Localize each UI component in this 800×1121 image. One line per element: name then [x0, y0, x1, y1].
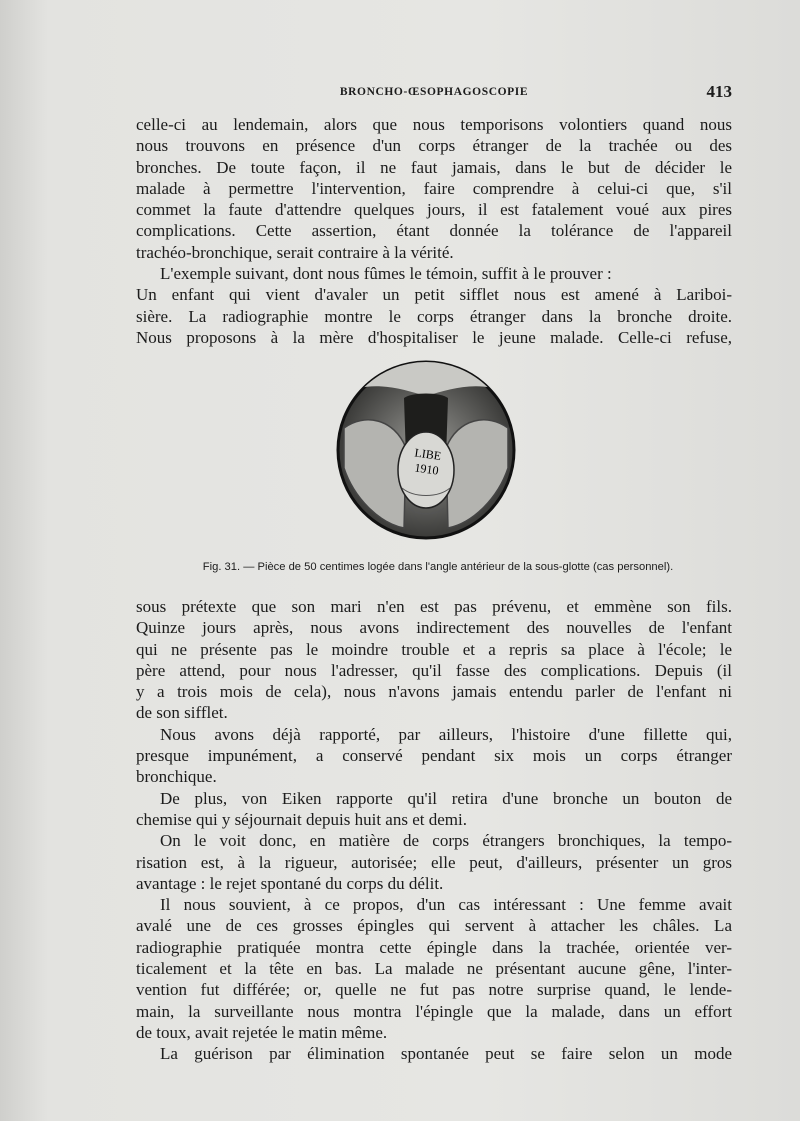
text-line: De plus, von Eiken rapporte qu'il retira d'une bronche un bouton de	[160, 788, 732, 808]
text-line: complications. Cette assertion, étant donnée la tolérance de l'appareil	[136, 221, 732, 241]
text-line: Quinze jours après, nous avons indirectement des nouvelles de l'enfant	[136, 618, 732, 638]
text-line: main, la surveillante nous montra l'épingle que la malade, dans un effort	[136, 1001, 732, 1021]
right-vocal-fold	[446, 420, 508, 528]
text-line: ticalement et la tête en bas. La malade ne présentant aucune gêne, l'inter-	[136, 959, 732, 979]
coin-inscription-2: 1910	[413, 460, 440, 478]
figure-31-illustration	[334, 358, 518, 542]
text-line: commet la faute d'attendre quelques jours, il est fatalement voué aux pires	[136, 200, 732, 220]
text-line: sous prétexte que son mari n'en est pas prévenu, et emmène son fils.	[136, 597, 732, 616]
running-title: BRONCHO-ŒSOPHAGOSCOPIE	[339, 86, 529, 98]
text-line: de son sifflet.	[136, 703, 228, 723]
text-line: y a trois mois de cela), nous n'avons jamais entendu parler de l'enfant ni	[136, 682, 732, 702]
text-line: sière. La radiographie montre le corps étranger dans la bronche droite.	[136, 306, 732, 326]
page-header	[136, 82, 732, 106]
text-line: Nous avons déjà rapporté, par ailleurs, l'histoire d'une fillette qui,	[160, 724, 732, 744]
text-line: La guérison par élimination spontanée peut se faire selon un mode	[160, 1044, 732, 1064]
text-line: trachéo-bronchique, serait contraire à la vérité.	[136, 242, 454, 262]
text-line: L'exemple suivant, dont nous fûmes le témoin, suffit à le prouver :	[160, 264, 612, 284]
text-line: avalé une de ces grosses épingles qui servent à attacher les châles. La	[136, 916, 732, 936]
page-number: 413	[706, 82, 732, 101]
text-line: risation est, à la rigueur, autorisée; elle peut, d'ailleurs, présenter un gros	[136, 852, 732, 872]
coin-inscription-1: LIBE	[413, 445, 443, 464]
text-line: avantage : le rejet spontané du corps du délit.	[136, 873, 444, 893]
text-line: bronchique.	[136, 767, 217, 787]
text-line: vention fut différée; or, quelle ne fut pas notre surprise quand, le lende-	[136, 980, 732, 1000]
text-line: malade à permettre l'intervention, faire comprendre à celui-ci que, s'il	[136, 178, 732, 198]
text-line: nous trouvons en présence d'un corps étranger de la trachée ou des	[136, 136, 732, 156]
text-line: Nous proposons à la mère d'hospitaliser le jeune malade. Celle-ci refuse,	[136, 327, 732, 347]
text-line: On le voit donc, en matière de corps étrangers bronchiques, la tempo-	[160, 831, 732, 851]
left-vocal-fold	[344, 420, 406, 528]
paragraph-block-bottom	[136, 596, 732, 1065]
text-line: Il nous souvient, à ce propos, d'un cas intéressant : Une femme avait	[160, 895, 732, 915]
text-line: Un enfant qui vient d'avaler un petit sifflet nous est amené à Lariboi-	[136, 285, 732, 305]
figure-caption: Fig. 31. — Pièce de 50 centimes logée dans l'angle antérieur de la sous-glotte (cas personnel).	[202, 561, 674, 573]
paragraph-block-top	[136, 114, 732, 348]
text-line: père attend, pour nous l'adresser, qu'il fasse des complications. Depuis (il	[136, 660, 732, 680]
text-line: chemise qui y séjournait depuis huit ans et demi.	[136, 809, 467, 829]
endoscopic-view-drawing	[334, 358, 518, 542]
text-line: de toux, avait rejetée le matin même.	[136, 1022, 388, 1042]
text-line: qui ne présente pas le moindre trouble et a repris sa place à l'école; le	[136, 639, 732, 659]
text-line: radiographie pratiquée montra cette épingle dans la trachée, orientée ver-	[136, 937, 732, 957]
text-line: celle-ci au lendemain, alors que nous temporisons volontiers quand nous	[136, 115, 732, 134]
text-line: bronches. De toute façon, il ne faut jamais, dans le but de décider le	[136, 157, 732, 177]
text-line: presque impunément, a conservé pendant six mois un corps étranger	[136, 746, 732, 766]
